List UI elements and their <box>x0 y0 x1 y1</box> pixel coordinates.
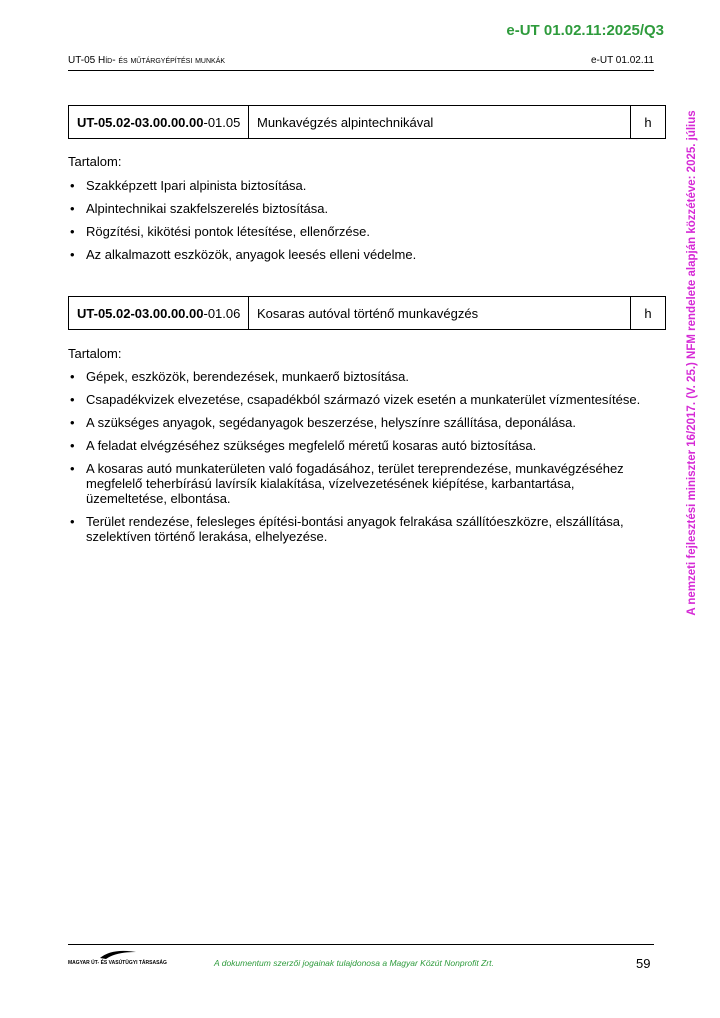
copyright-note: A dokumentum szerzői jogainak tulajdonosa a Magyar Közút Nonprofit Zrt. <box>214 958 494 968</box>
list-item: • A feladat elvégzéséhez szükséges megfelelő méretű kosaras autó biztosítása. <box>68 438 648 453</box>
item-title: Kosaras autóval történő munkavégzés <box>249 297 631 329</box>
running-header-left: UT-05 Híd- és műtárgyépítési munkák <box>68 55 226 66</box>
item-unit: h <box>644 114 652 130</box>
list-item: • Alpintechnikai szakfelszerelés biztosítása. <box>68 201 648 216</box>
bullet-list-1 <box>68 178 648 270</box>
list-item: • Gépek, eszközök, berendezések, munkaerő biztosítása. <box>68 369 648 384</box>
running-header <box>68 55 654 71</box>
content-label: Tartalom: <box>68 154 122 169</box>
list-item: • Terület rendezése, felesleges építési-bontási anyagok felrakása szállítóeszközre, elszállítása, szelektíven történő lerakása, elhelyezése. <box>68 514 648 544</box>
society-logo: MAGYAR ÚT- ÉS VASÚTÜGYI TÁRSASÁG <box>68 948 168 972</box>
item-table-2 <box>68 296 666 330</box>
list-item: • Rögzítési, kikötési pontok létesítése, ellenőrzése. <box>68 224 648 239</box>
item-table-1 <box>68 105 666 139</box>
content-label: Tartalom: <box>68 346 122 361</box>
logo-swoosh-icon <box>98 948 138 960</box>
item-title: Munkavégzés alpintechnikával <box>249 106 631 138</box>
page-number: 59 <box>636 956 651 971</box>
footer-divider <box>68 944 654 945</box>
item-code: UT-05.02-03.00.00.00 -01.06 <box>69 297 249 329</box>
side-publication-note: A nemzeti fejlesztési miniszter 16/2017. (V. 25.) NFM rendelete alapján közzétéve: 2025. július <box>686 110 698 616</box>
list-item: • A kosaras autó munkaterületen való fogadásához, terület tereprendezése, munkavégzéséhez megfelelő teherbírású lavírsík kialakítása, vízelvezetésének kiépítése, karbantartása, üzemeltetése, elbontása. <box>68 461 648 506</box>
running-header-right: e-UT 01.02.11 <box>590 55 654 66</box>
document-code: e-UT 01.02.11:2025/Q3 <box>506 22 664 39</box>
list-item: • A szükséges anyagok, segédanyagok beszerzése, helyszínre szállítása, deponálása. <box>68 415 648 430</box>
list-item: • Szakképzett Ipari alpinista biztosítása. <box>68 178 648 193</box>
list-item: • Csapadékvizek elvezetése, csapadékból származó vizek esetén a munkaterület vízmentesítése. <box>68 392 648 407</box>
item-unit: h <box>644 305 652 321</box>
bullet-list-2 <box>68 369 648 552</box>
item-code: UT-05.02-03.00.00.00 -01.05 <box>69 106 249 138</box>
list-item: • Az alkalmazott eszközök, anyagok leesés elleni védelme. <box>68 247 648 262</box>
